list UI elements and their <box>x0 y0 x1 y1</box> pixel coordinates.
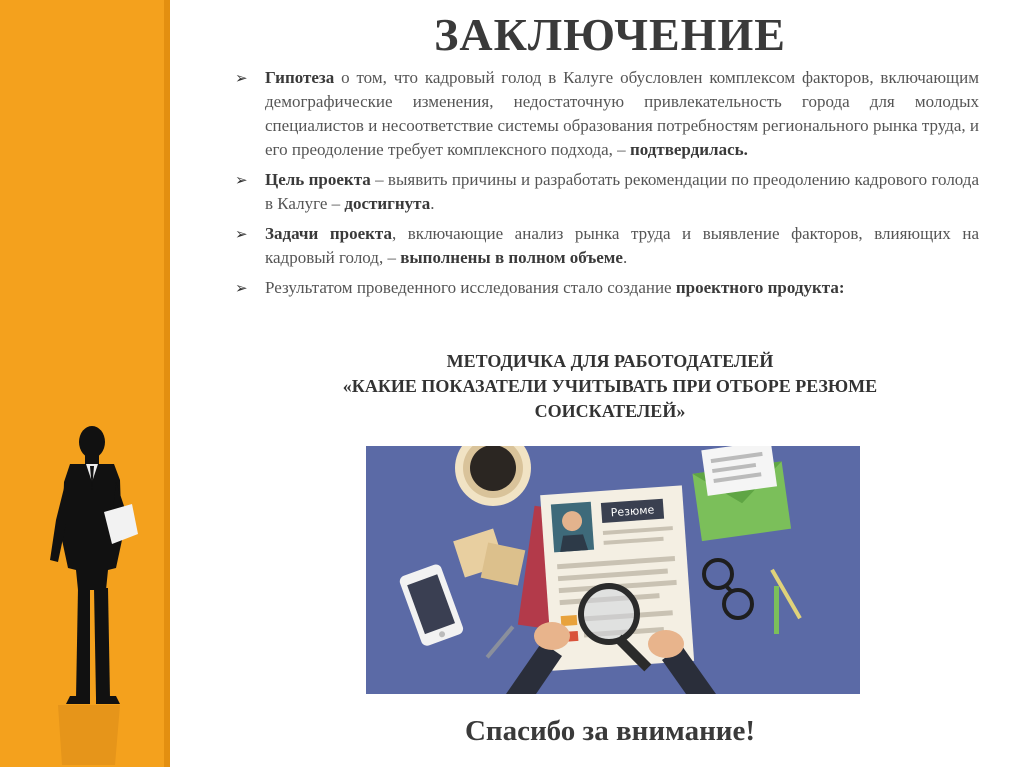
bullet-tail: выполнены в полном объеме <box>400 248 623 267</box>
resume-label: Резюме <box>610 503 655 520</box>
conclusion-list <box>233 66 979 306</box>
bullet-tail: достигнута <box>344 194 431 213</box>
product-title <box>280 349 940 424</box>
bullet-lead: Гипотеза <box>265 68 335 87</box>
arrow-bullet-icon: ➢ <box>235 279 248 297</box>
arrow-bullet-icon: ➢ <box>235 225 248 243</box>
bullet-text: Результатом проведенного исследования стало создание <box>265 278 676 297</box>
bullet-goal <box>233 168 979 216</box>
businessman-silhouette <box>20 420 140 765</box>
bullet-tasks <box>233 222 979 270</box>
sidebar <box>0 0 170 767</box>
bullet-text: – выявить причины и разработать рекомендации по преодолению кадрового голода в Калуге – <box>265 170 980 213</box>
product-line-2: «КАКИЕ ПОКАЗАТЕЛИ УЧИТЫВАТЬ ПРИ ОТБОРЕ РЕЗЮМЕ СОИСКАТЕЛЕЙ» <box>342 376 878 421</box>
bullet-lead: Задачи проекта <box>265 224 392 243</box>
bullet-text: , включающие анализ рынка труда и выявление факторов, влияющих на кадровый голод, – <box>265 224 979 267</box>
slide-title: ЗАКЛЮЧЕНИЕ <box>434 9 786 60</box>
bullet-end: . <box>622 248 628 267</box>
bullet-end: . <box>743 140 748 159</box>
bullet-result <box>233 276 979 300</box>
bullet-end: . <box>430 194 435 213</box>
arrow-bullet-icon: ➢ <box>235 69 248 87</box>
resume-illustration <box>366 446 860 694</box>
bullet-text: о том, что кадровый голод в Калуге обусловлен комплексом факторов, включающим демографические изменения, недостаточную привлекательность города для молодых специалистов и несоответствие системы образования потребностям регионального рынка труда, и его преодоление требует комплексного подхода, – <box>265 68 979 159</box>
bullet-hypothesis <box>233 66 979 162</box>
thanks-message: Спасибо за внимание! <box>464 715 756 747</box>
product-line-1: МЕТОДИЧКА ДЛЯ РАБОТОДАТЕЛЕЙ <box>446 351 774 371</box>
sidebar-shade <box>164 0 170 767</box>
bullet-tail: подтвердилась <box>629 140 744 159</box>
bullet-lead: Цель проекта <box>265 170 371 189</box>
arrow-bullet-icon: ➢ <box>235 171 248 189</box>
bullet-tail: проектного продукта: <box>675 278 845 297</box>
